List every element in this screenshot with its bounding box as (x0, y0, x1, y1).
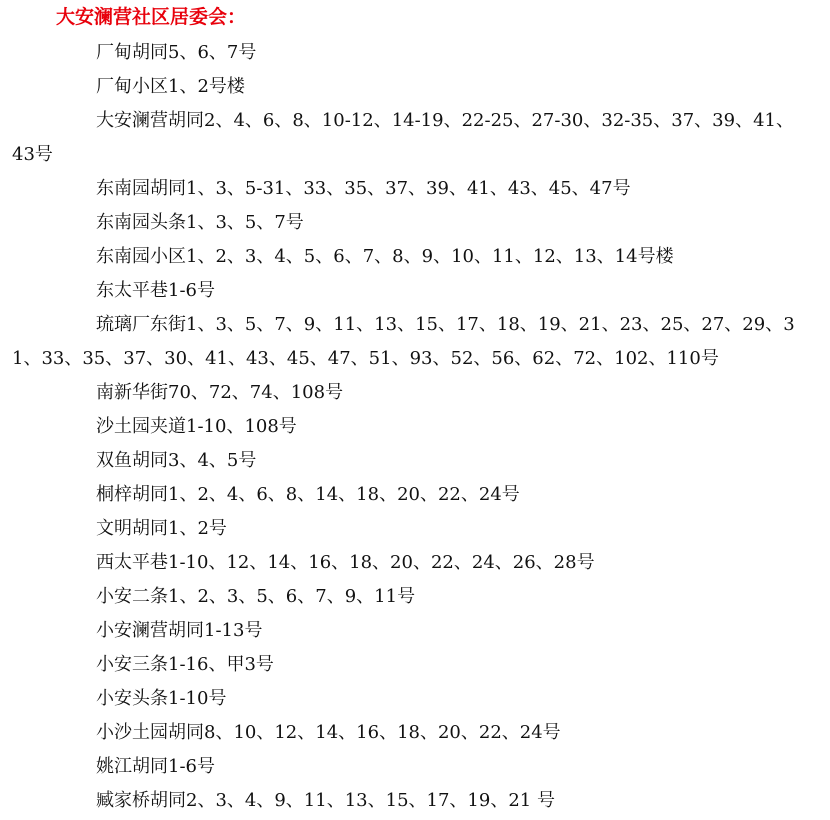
address-entry: 小安澜营胡同1-13号 (96, 620, 263, 641)
address-entry: 厂甸小区1、2号楼 (96, 76, 245, 97)
address-entry: 臧家桥胡同2、3、4、9、11、13、15、17、19、21 号 (96, 790, 555, 811)
address-entry: 小安二条1、2、3、5、6、7、9、11号 (96, 586, 416, 607)
address-entry: 琉璃厂东街1、3、5、7、9、11、13、15、17、18、19、21、23、25、27、29、31、33、35、37、30、41、43、45、47、51、93、52、56、62、72、102、110号 (12, 314, 795, 369)
address-entry: 东南园小区1、2、3、4、5、6、7、8、9、10、11、12、13、14号楼 (96, 246, 674, 267)
address-entry: 西太平巷1-10、12、14、16、18、20、22、24、26、28号 (96, 552, 595, 573)
address-entry: 厂甸胡同5、6、7号 (96, 42, 257, 63)
address-entry: 沙土园夹道1-10、108号 (96, 416, 297, 437)
address-entry: 南新华街70、72、74、108号 (96, 382, 344, 403)
address-entry: 桐梓胡同1、2、4、6、8、14、18、20、22、24号 (96, 484, 520, 505)
address-entry: 小安三条1-16、甲3号 (96, 654, 274, 675)
address-entry: 小安头条1-10号 (96, 688, 227, 709)
address-entry: 东南园胡同1、3、5-31、33、35、37、39、41、43、45、47号 (96, 178, 631, 199)
address-entry: 双鱼胡同3、4、5号 (96, 450, 257, 471)
address-entry: 东太平巷1-6号 (96, 280, 215, 301)
address-entry: 姚江胡同1-6号 (96, 756, 215, 777)
address-entry: 文明胡同1、2号 (96, 518, 227, 539)
committee-heading: 大安澜营社区居委会： (56, 6, 247, 28)
address-entry: 小沙土园胡同8、10、12、14、16、18、20、22、24号 (96, 722, 561, 743)
address-list (12, 36, 800, 818)
address-entry: 大安澜营胡同2、4、6、8、10-12、14-19、22-25、27-30、32-35、37、39、41、43号 (12, 110, 794, 165)
address-entry: 东南园头条1、3、5、7号 (96, 212, 304, 233)
